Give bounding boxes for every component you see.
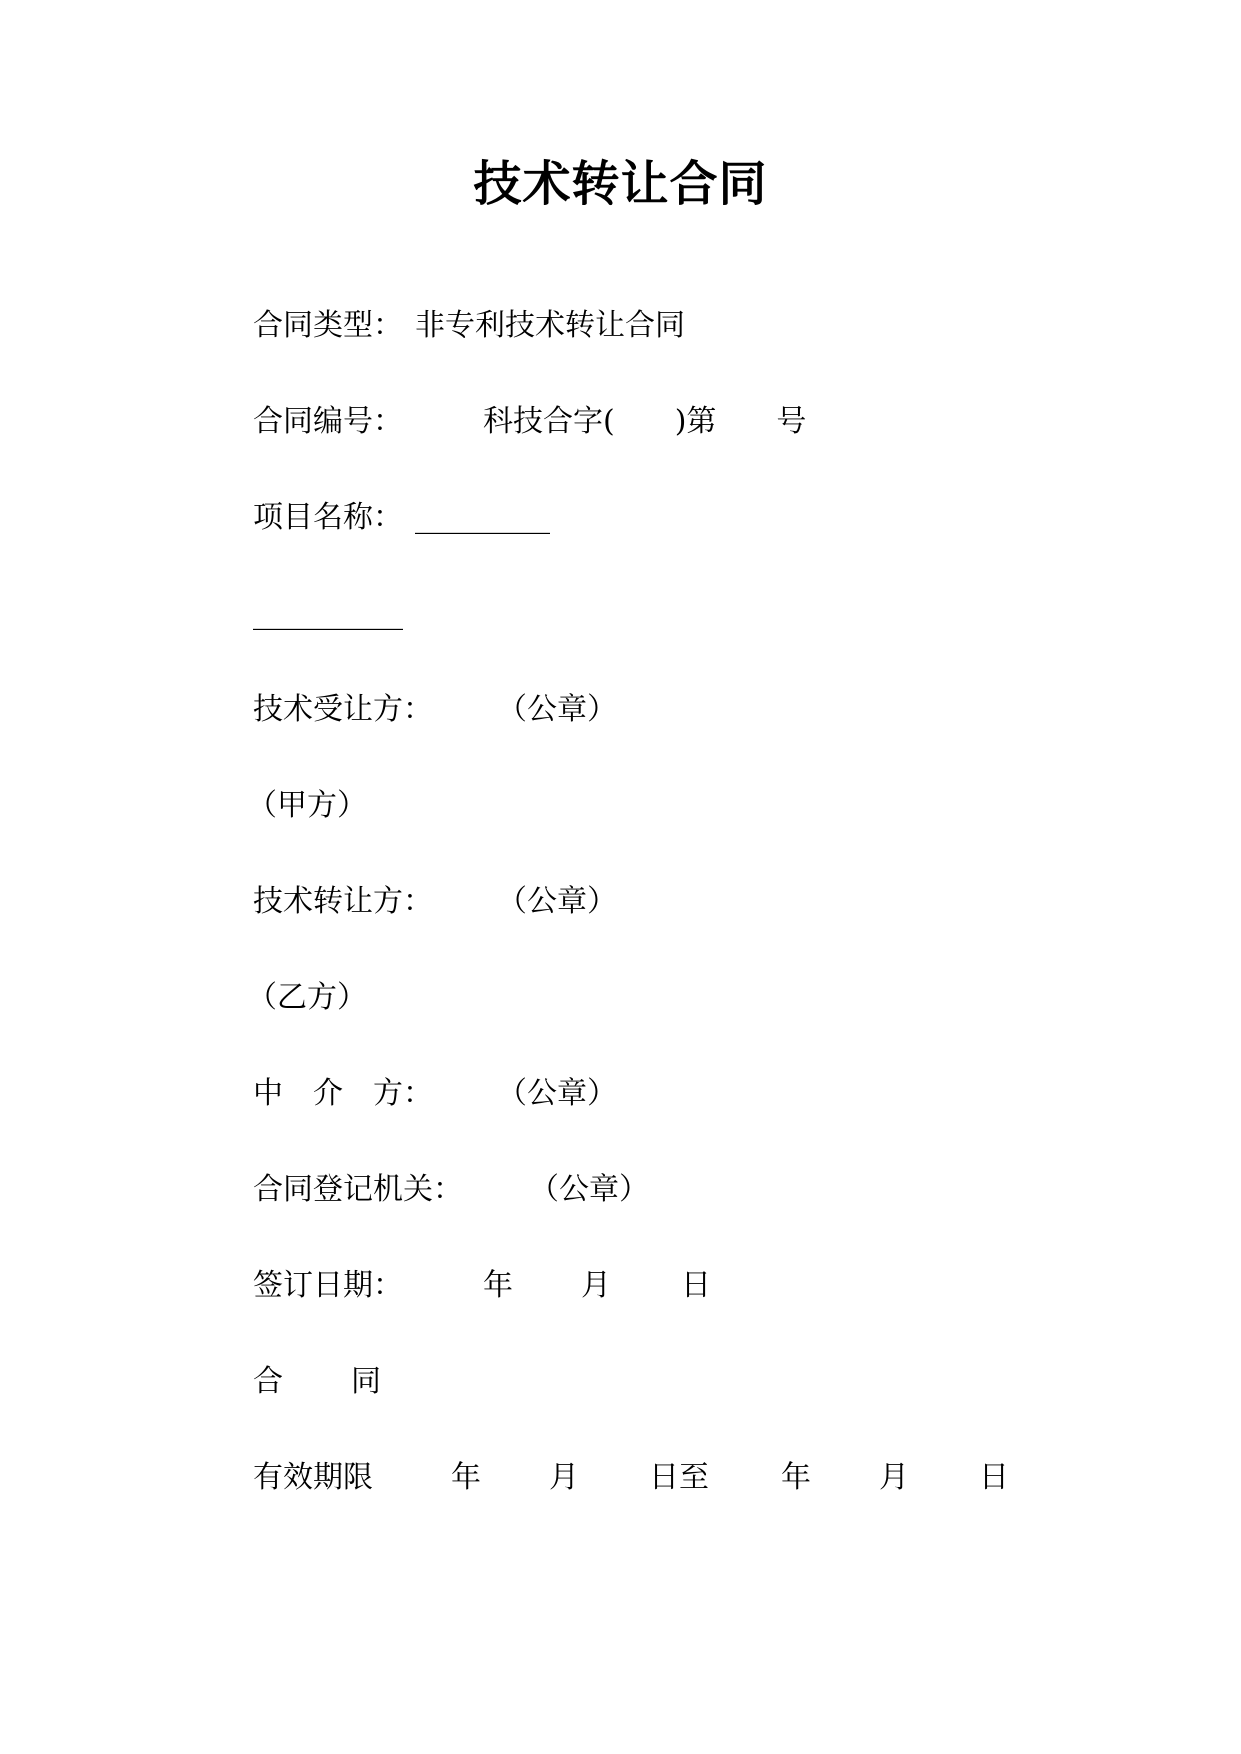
assignee-label: 技术受让方： [253, 692, 433, 727]
assignee-party: （甲方） [247, 788, 367, 823]
validity-label: 有效期限 [253, 1460, 373, 1495]
validity-to-month: 月 [879, 1460, 909, 1495]
registration-authority-seal: （公章） [529, 1172, 649, 1207]
project-name-blank-2: __________ [253, 596, 403, 631]
signing-date-month: 月 [581, 1268, 611, 1303]
registration-authority-label: 合同登记机关： [253, 1172, 463, 1207]
assignor-party: （乙方） [247, 980, 367, 1015]
contract-heading-char-2: 同 [351, 1364, 381, 1399]
assignor-seal: （公章） [497, 884, 617, 919]
validity-from-year: 年 [451, 1460, 481, 1495]
contract-number-label: 合同编号： [253, 404, 403, 439]
contract-type-value: 非专利技术转让合同 [415, 308, 685, 343]
signing-date-year: 年 [483, 1268, 513, 1303]
intermediary-label: 中 介 方： [253, 1076, 433, 1111]
signing-date-label: 签订日期： [253, 1268, 403, 1303]
contract-type-label: 合同类型： [253, 308, 403, 343]
project-name-blank: _________ [415, 500, 550, 535]
assignee-seal: （公章） [497, 692, 617, 727]
assignor-label: 技术转让方： [253, 884, 433, 919]
validity-from-day-to: 日至 [649, 1460, 709, 1495]
validity-from-month: 月 [549, 1460, 579, 1495]
project-name-label: 项目名称： [253, 500, 403, 535]
contract-number-value: 科技合字( )第 号 [483, 404, 807, 439]
contract-heading-char-1: 合 [253, 1364, 283, 1399]
signing-date-day: 日 [681, 1268, 711, 1303]
intermediary-seal: （公章） [497, 1076, 617, 1111]
validity-to-year: 年 [781, 1460, 811, 1495]
validity-to-day: 日 [979, 1460, 1009, 1495]
document-title: 技术转让合同 [473, 156, 768, 212]
